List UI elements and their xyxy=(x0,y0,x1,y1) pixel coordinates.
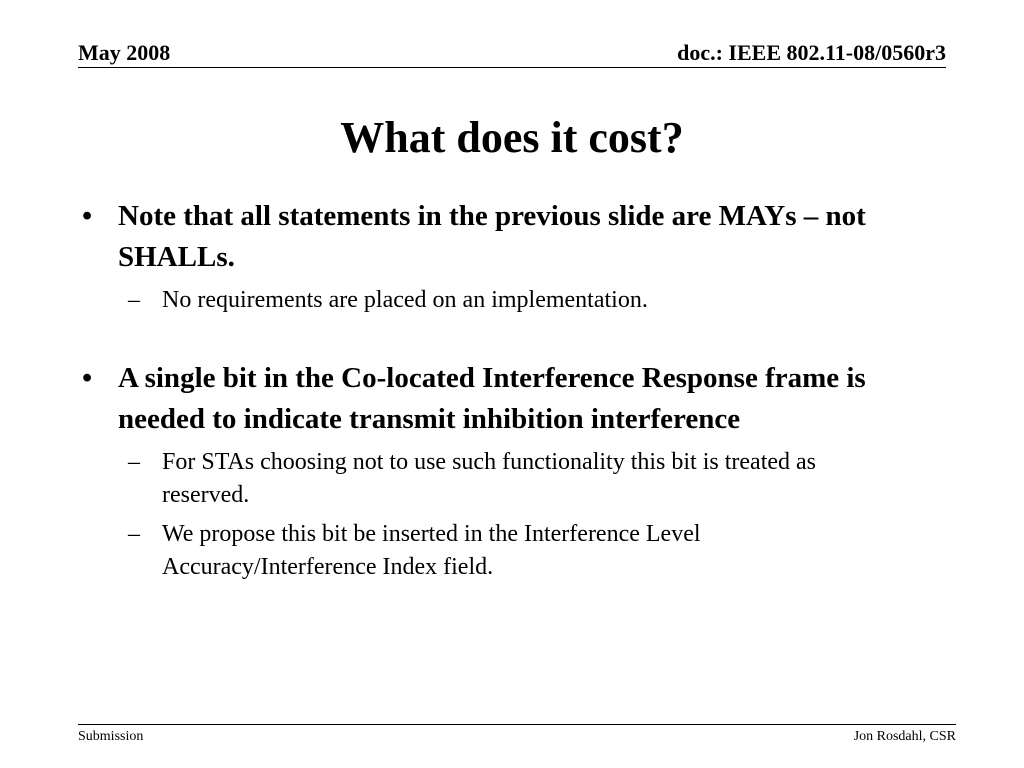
bullet-dot-icon: • xyxy=(82,200,93,232)
bullet-2-text: A single bit in the Co-located Interference Response frame is needed to indicate transmit inhibition interference xyxy=(118,362,866,435)
bullet-2 xyxy=(78,358,938,440)
bullet-dot-icon: • xyxy=(82,362,93,394)
footer-author: Jon Rosdahl, CSR xyxy=(853,729,956,744)
bullet-1-sub-1-text: No requirements are placed on an implementation. xyxy=(162,287,648,313)
bullet-1-sub-1 xyxy=(78,284,938,317)
slide-title: What does it cost? xyxy=(340,113,684,162)
bullet-1 xyxy=(78,196,938,278)
bullet-2-sub-1 xyxy=(78,446,938,512)
dash-icon: – xyxy=(128,521,140,547)
footer-submission: Submission xyxy=(78,729,144,744)
footer-divider xyxy=(78,724,956,725)
slide-body xyxy=(78,196,938,584)
bullet-2-sub-1-text: For STAs choosing not to use such functionality this bit is treated as reserved. xyxy=(162,449,817,508)
bullet-1-text: Note that all statements in the previous slide are MAYs – not SHALLs. xyxy=(118,200,866,273)
header-date: May 2008 xyxy=(78,40,171,65)
bullet-2-sub-2-text: We propose this bit be inserted in the Interference Level Accuracy/Interference Index field. xyxy=(162,521,701,580)
dash-icon: – xyxy=(128,287,140,313)
bullet-2-sub-2 xyxy=(78,518,938,584)
header-divider xyxy=(78,67,946,68)
header-doc-id: doc.: IEEE 802.11-08/0560r3 xyxy=(677,40,946,65)
dash-icon: – xyxy=(128,449,140,475)
